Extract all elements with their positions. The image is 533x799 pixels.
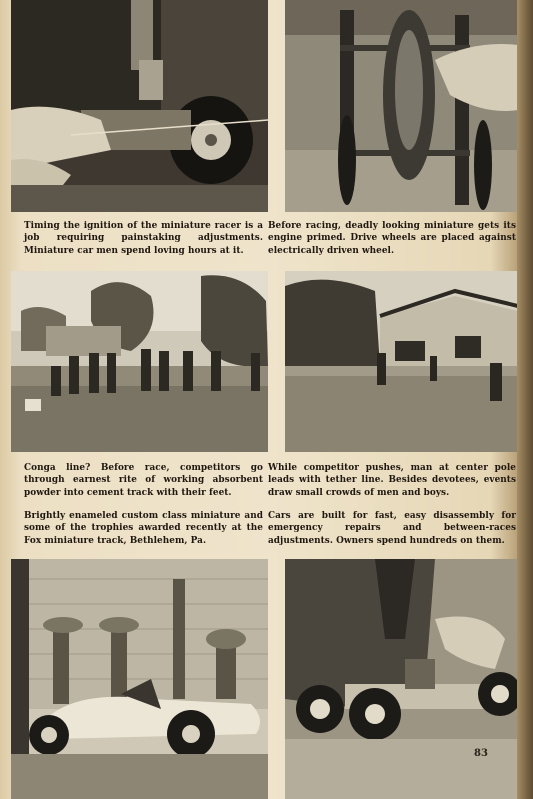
page-number: 83 (474, 748, 488, 759)
photo-conga-line (11, 271, 268, 452)
photo-ignition-timing (11, 0, 268, 212)
caption-disassembly: Cars are built for fast, easy disassembly for emergency repairs and between-races adjustments. Owners spend hundreds on them. (268, 511, 516, 546)
caption-engine-primed: Before racing, deadly looking miniature gets its engine primed. Drive wheels are placed against electrically driven wheel. (268, 221, 516, 256)
caption-ignition-timing: Timing the ignition of the miniature racer is a job requiring painstaking adjustments. Miniature car men spend loving hours at it. (24, 221, 263, 256)
caption-tether-line: While competitor pushes, man at center pole leads with tether line. Besides devotees, events draw small crowds of men and boys. (268, 463, 516, 498)
caption-trophies: Brightly enameled custom class miniature and some of the trophies awarded recently at the Fox miniature track, Bethlehem, Pa. (24, 511, 263, 546)
book-binding-edge (517, 0, 533, 799)
photo-engine-primed (285, 0, 518, 212)
photo-trophies-miniature (11, 559, 268, 799)
photo-tether-line (285, 271, 518, 452)
photo-disassembly (285, 559, 518, 799)
caption-conga-line: Conga line? Before race, competitors go through earnest rite of working absorbent powder into cement track with their feet. (24, 463, 263, 498)
